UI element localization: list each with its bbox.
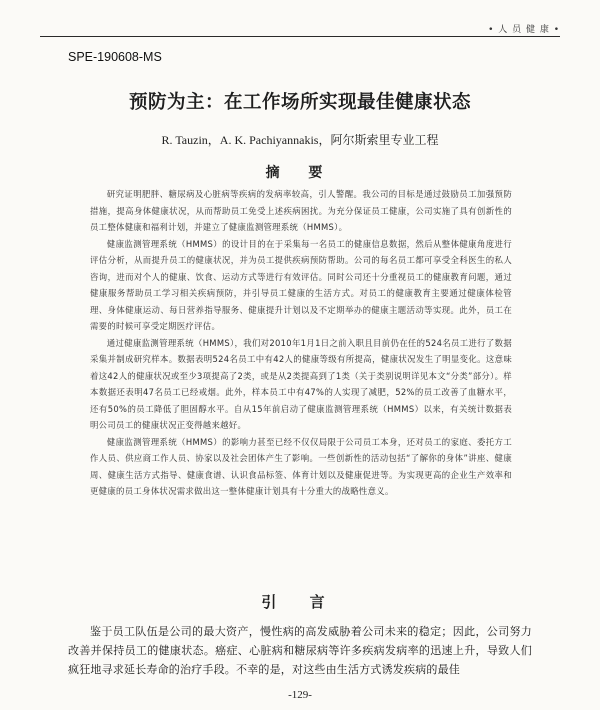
paper-id: SPE-190608-MS <box>68 50 162 64</box>
abstract-paragraph: 健康监测管理系统（HMMS）的影响力甚至已经不仅仅局限于公司员工本身，还对员工的家庭、委托方工作人员、供应商工作人员、协家以及社会团体产生了影响。一些创新性的活动包括“了解你的身体”讲座、健康周、健康生活方式指导、健康食谱、认识食品标签、体育计划以及健康促进等。为实现更高的企业生产效率和更健康的员工身体状况需求做出这一整体健康计划具有十分重大的战略性意义。 <box>90 436 512 496</box>
introduction-paragraph: 鉴于员工队伍是公司的最大资产，慢性病的高发威胁着公司未来的稳定；因此，公司努力改善并保持员工的健康状态。癌症、心脏病和糖尿病等许多疾病发病率的迅速上升，导致人们疯狂地寻求延长寿命的治疗手段。不幸的是，对这些由生活方式诱发疾病的最佳 <box>68 625 532 676</box>
abstract-paragraph: 通过健康监测管理系统（HMMS），我们对2010年1月1日之前入职且目前仍在任的524名员工进行了数据采集并制成研究样本。数据表明524名员工中有42人的健康等级有所提高，健康状况发生了明显变化。这意味着这42人的健康状况或至少3项提高了2类，或是从2类提高到了1类（关于类别说明详见本文“分类”部分）。样本数据还表明47名员工已经戒烟。此外，样本员工中有47%的人实现了减肥，52%的员工改善了血糖水平，还有50%的员工降低了胆固醇水平。自从15年前启动了健康监测管理系统（HMMS）以来，有关统计数据表明公司员工的健康状况正变得越来越好。 <box>90 337 512 430</box>
abstract-heading: 摘 要 <box>265 165 335 181</box>
abstract <box>90 186 512 500</box>
authors: R. Tauzin，A. K. Pachiyannakis，阿尔斯索里专业工程 <box>161 133 439 147</box>
introduction-heading: 引 言 <box>261 593 339 611</box>
paper-title: 预防为主：在工作场所实现最佳健康状态 <box>128 92 471 113</box>
abstract-paragraph: 健康监测管理系统（HMMS）的设计目的在于采集每一名员工的健康信息数据，然后从整体健康角度进行评估分析，从而提升员工的健康状况，并为员工提供疾病预防帮助。公司的每名员工都可享受全科医生的私人咨询，进而对个人的健康、饮食、运动方式等进行有效评估。同时公司还十分重视员工的健康教育问题，通过健康服务帮助员工学习相关疾病预防，并引导员工健康的生活方式。对员工的健康教育主要通过健康体检管理、身体健康运动、每日营养指导服务、健康提升计划以及不定期举办的健康主题活动等实现。此外，员工在需要的时候可享受定期医疗评估。 <box>90 238 512 331</box>
header-rule <box>40 36 560 37</box>
journal-section-tag: • 人 员 健 康 • <box>488 25 560 35</box>
introduction-body <box>68 622 532 679</box>
abstract-paragraph: 研究证明肥胖、糖尿病及心脏病等疾病的发病率较高，引人警醒。我公司的目标是通过鼓励员工加强预防措施，提高身体健康状况，从而帮助员工免受上述疾病困扰。为充分保证员工健康，公司实施了具有创新性的员工整体健康和福利计划，并建立了健康监测管理系统（HMMS）。 <box>90 189 512 232</box>
page-number: -129- <box>288 689 312 701</box>
